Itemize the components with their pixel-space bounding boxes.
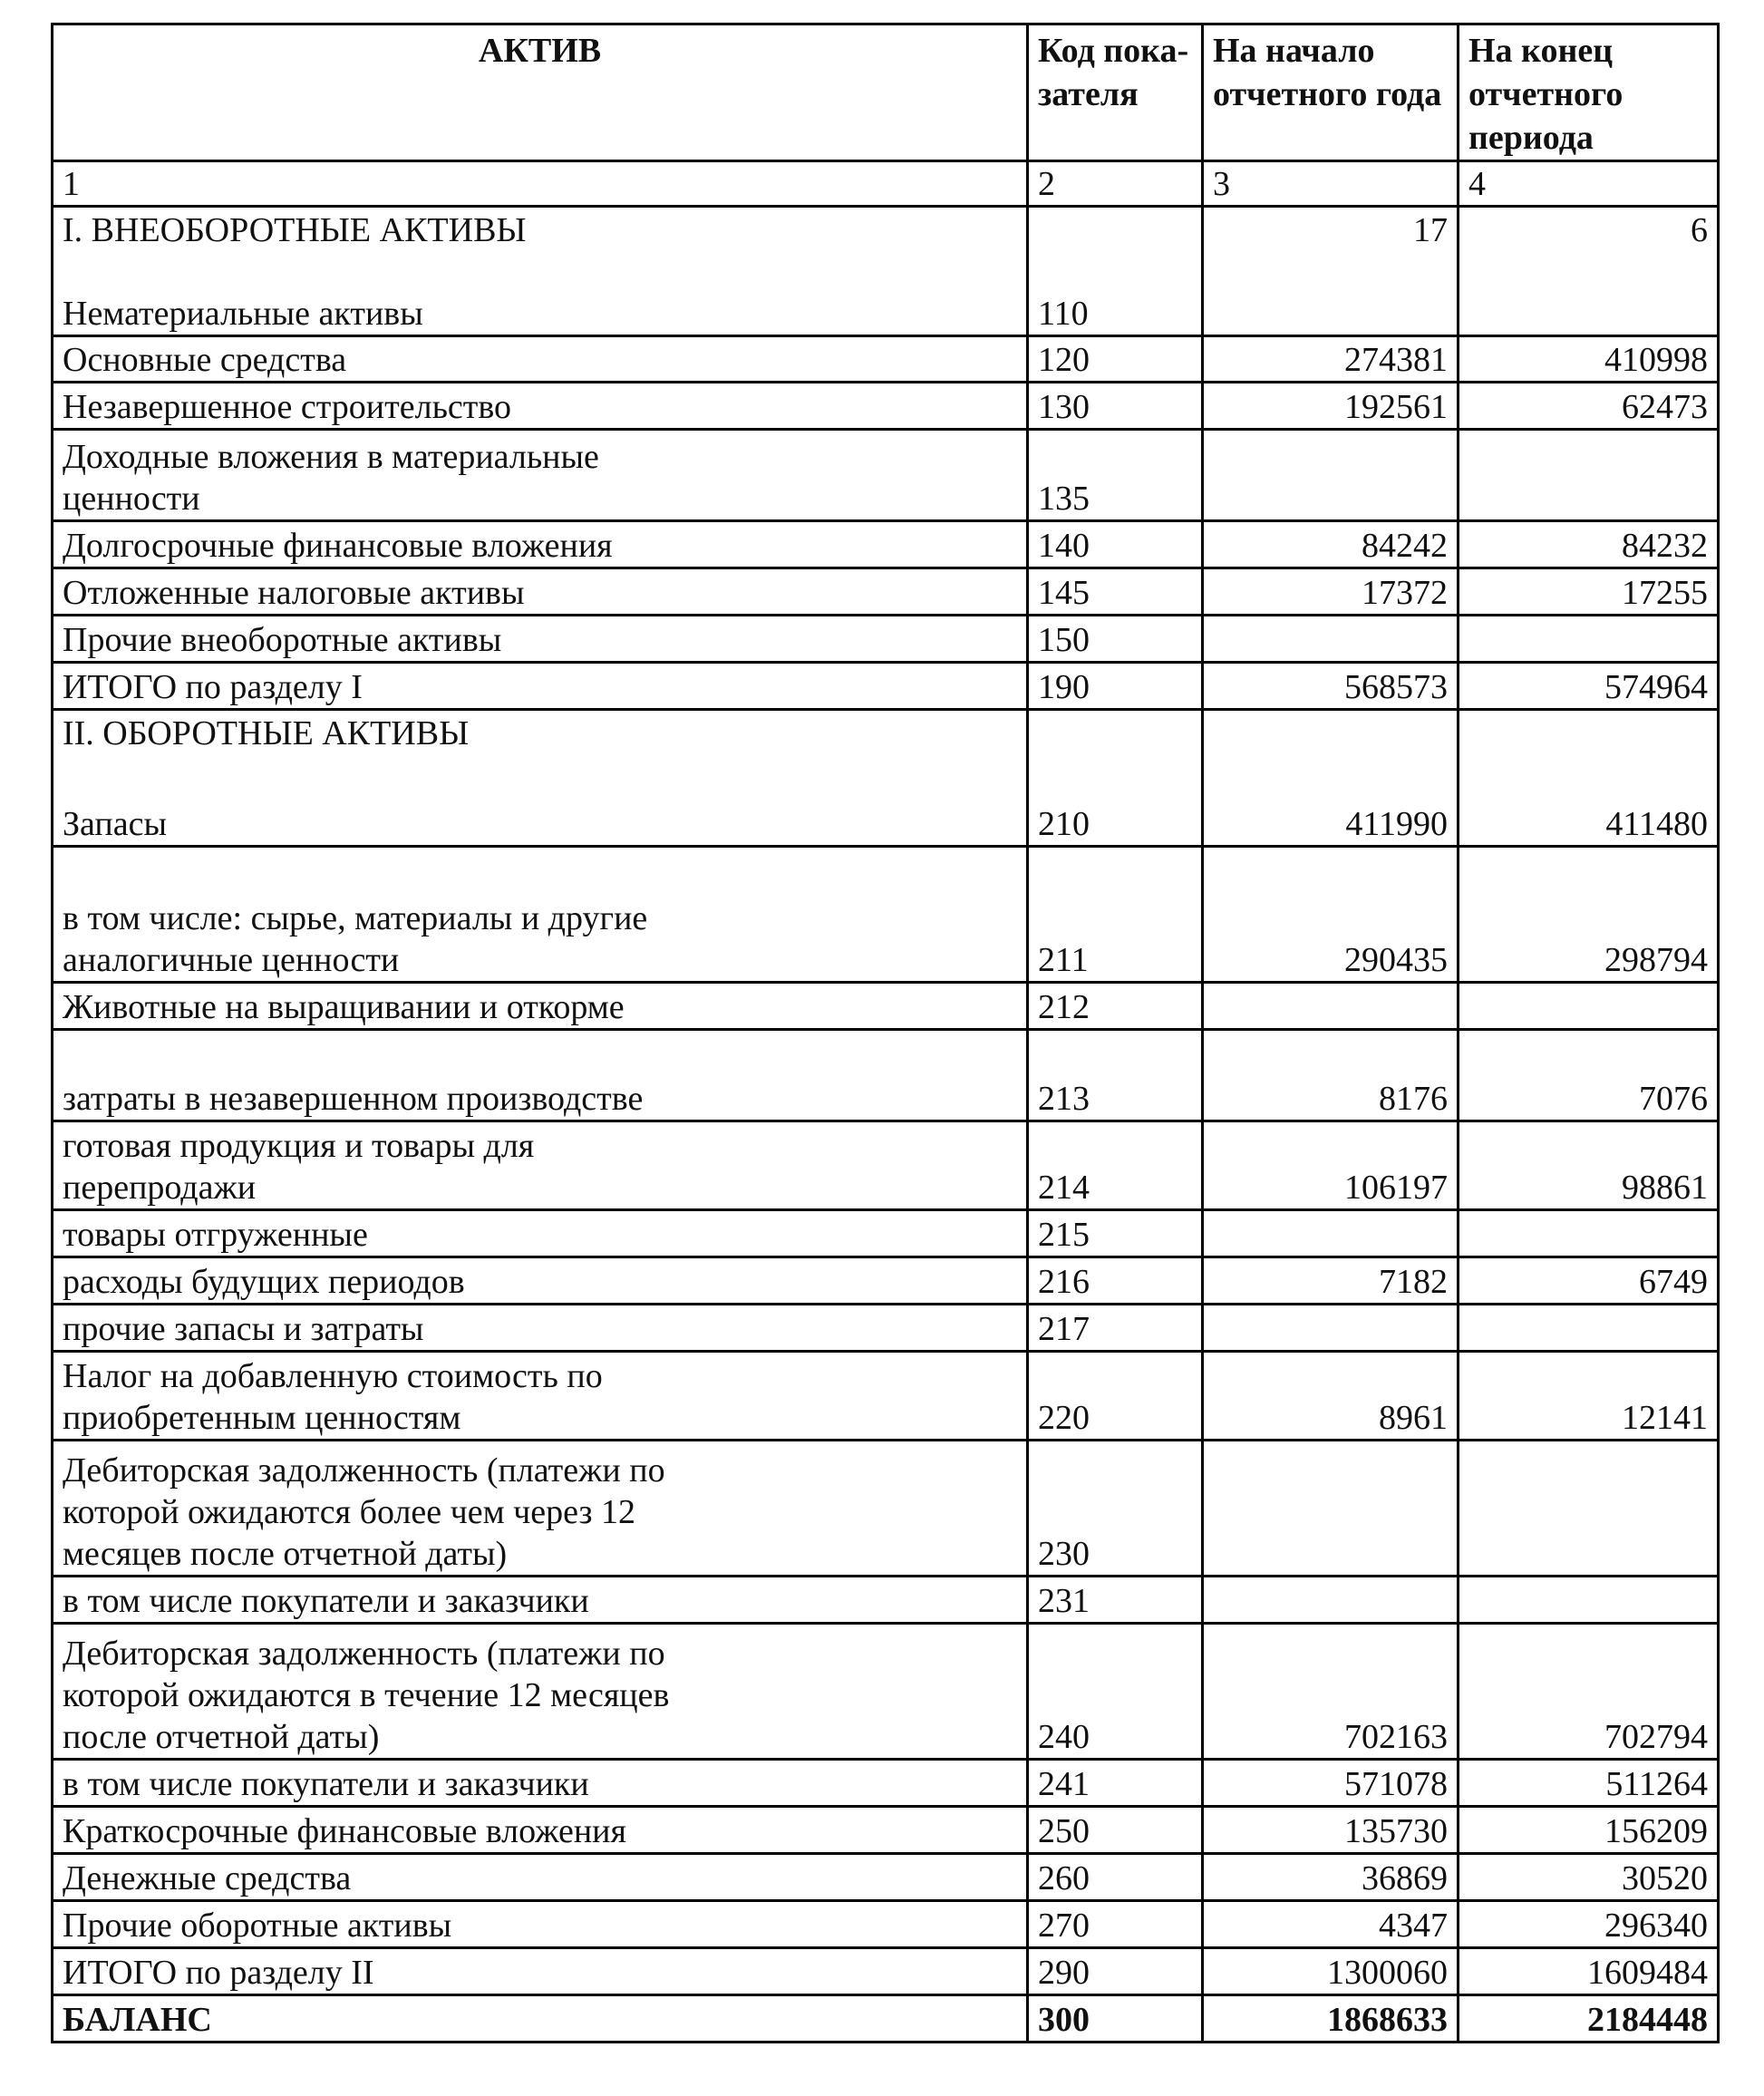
row-code: 150 — [1028, 616, 1203, 663]
row-label: в том числе покупатели и заказчики — [53, 1577, 1028, 1624]
section1-title: I. ВНЕОБОРОТНЫЕ АКТИВЫ — [63, 211, 527, 249]
row-label: в том числе: сырье, материалы и другие аналогичные ценности — [53, 847, 1028, 983]
row-end-value — [1459, 1577, 1719, 1624]
row-start-value: 17 — [1203, 207, 1459, 336]
section1-first-row — [53, 207, 1719, 336]
table-row — [53, 1995, 1719, 2043]
row-code: 211 — [1028, 847, 1203, 983]
row-end-value: 511264 — [1459, 1760, 1719, 1807]
header-row — [53, 24, 1719, 161]
table-row — [53, 1121, 1719, 1210]
row-code: 215 — [1028, 1210, 1203, 1257]
row-start-value: 568573 — [1203, 663, 1459, 710]
row-label: Дебиторская задолженность (платежи по которой ожидаются более чем через 12 месяцев после отчетной даты) — [53, 1441, 1028, 1577]
row-label: Прочие оборотные активы — [53, 1901, 1028, 1948]
row-end-value: 296340 — [1459, 1901, 1719, 1948]
row-start-value: 8961 — [1203, 1352, 1459, 1441]
row-start-value: 571078 — [1203, 1760, 1459, 1807]
row-end-value: 410998 — [1459, 336, 1719, 383]
row-label: Доходные вложения в материальные ценности — [53, 430, 1028, 521]
row-code: 120 — [1028, 336, 1203, 383]
row-end-value: 574964 — [1459, 663, 1719, 710]
row-end-value — [1459, 983, 1719, 1030]
row-code: 250 — [1028, 1807, 1203, 1854]
table-row — [53, 1624, 1719, 1760]
section2-cell — [53, 710, 1028, 847]
row-end-value: 7076 — [1459, 1030, 1719, 1121]
header-code: Код пока-зателя — [1028, 24, 1203, 161]
row-code: 290 — [1028, 1948, 1203, 1995]
row-label: товары отгруженные — [53, 1210, 1028, 1257]
index-cell: 1 — [53, 161, 1028, 207]
header-end: На конец отчетного периода — [1459, 24, 1719, 161]
row-code: 217 — [1028, 1305, 1203, 1352]
table-row — [53, 1352, 1719, 1441]
row-start-value: 1868633 — [1203, 1995, 1459, 2043]
row-end-value: 30520 — [1459, 1854, 1719, 1901]
row-code: 135 — [1028, 430, 1203, 521]
row-code: 220 — [1028, 1352, 1203, 1441]
index-cell: 2 — [1028, 161, 1203, 207]
section2-first-row — [53, 710, 1719, 847]
section1-cell — [53, 207, 1028, 336]
row-label: Животные на выращивании и откорме — [53, 983, 1028, 1030]
row-code: 214 — [1028, 1121, 1203, 1210]
row-code: 213 — [1028, 1030, 1203, 1121]
row-start-value: 4347 — [1203, 1901, 1459, 1948]
table-row — [53, 1257, 1719, 1305]
row-code: 212 — [1028, 983, 1203, 1030]
table-row — [53, 1305, 1719, 1352]
row-label: ИТОГО по разделу I — [53, 663, 1028, 710]
row-end-value: 6749 — [1459, 1257, 1719, 1305]
row-code: 230 — [1028, 1441, 1203, 1577]
row-label: Долгосрочные финансовые вложения — [53, 521, 1028, 568]
row-label: готовая продукция и товары для перепродажи — [53, 1121, 1028, 1210]
table-row — [53, 847, 1719, 983]
row-end-value: 298794 — [1459, 847, 1719, 983]
table-row — [53, 983, 1719, 1030]
row-label: Денежные средства — [53, 1854, 1028, 1901]
row-start-value: 8176 — [1203, 1030, 1459, 1121]
row-label: затраты в незавершенном производстве — [53, 1030, 1028, 1121]
table-row — [53, 1030, 1719, 1121]
row-start-value — [1203, 616, 1459, 663]
table-row — [53, 568, 1719, 616]
table-row — [53, 1441, 1719, 1577]
row-code: 270 — [1028, 1901, 1203, 1948]
row-label: расходы будущих периодов — [53, 1257, 1028, 1305]
row-code: 130 — [1028, 383, 1203, 430]
row-start-value: 1300060 — [1203, 1948, 1459, 1995]
table-row — [53, 1948, 1719, 1995]
row-start-value — [1203, 1305, 1459, 1352]
row-end-value — [1459, 616, 1719, 663]
row-end-value — [1459, 1441, 1719, 1577]
row-end-value — [1459, 1305, 1719, 1352]
table-row — [53, 521, 1719, 568]
row-end-value: 17255 — [1459, 568, 1719, 616]
index-cell: 4 — [1459, 161, 1719, 207]
row-start-value: 274381 — [1203, 336, 1459, 383]
row-code: 110 — [1028, 207, 1203, 336]
row-code: 190 — [1028, 663, 1203, 710]
row-start-value — [1203, 430, 1459, 521]
row-label: Налог на добавленную стоимость по приобретенным ценностям — [53, 1352, 1028, 1441]
table-row — [53, 430, 1719, 521]
table-row — [53, 383, 1719, 430]
row-label: прочие запасы и затраты — [53, 1305, 1028, 1352]
header-start: На начало отчетного года — [1203, 24, 1459, 161]
row-label: БАЛАНС — [53, 1995, 1028, 2043]
row-end-value — [1459, 430, 1719, 521]
column-index-row — [53, 161, 1719, 207]
row-end-value: 62473 — [1459, 383, 1719, 430]
row-code: 240 — [1028, 1624, 1203, 1760]
table-row — [53, 1807, 1719, 1854]
row-end-value: 6 — [1459, 207, 1719, 336]
row-start-value: 290435 — [1203, 847, 1459, 983]
table-row — [53, 1577, 1719, 1624]
row-code: 241 — [1028, 1760, 1203, 1807]
row-label: Незавершенное строительство — [53, 383, 1028, 430]
row-end-value — [1459, 1210, 1719, 1257]
row-label: Дебиторская задолженность (платежи по которой ожидаются в течение 12 месяцев после отчетной даты) — [53, 1624, 1028, 1760]
index-cell: 3 — [1203, 161, 1459, 207]
row-start-value: 36869 — [1203, 1854, 1459, 1901]
row-end-value: 2184448 — [1459, 1995, 1719, 2043]
row-code: 231 — [1028, 1577, 1203, 1624]
row-code: 300 — [1028, 1995, 1203, 2043]
row-end-value: 98861 — [1459, 1121, 1719, 1210]
row-label: Прочие внеоборотные активы — [53, 616, 1028, 663]
row-label: в том числе покупатели и заказчики — [53, 1760, 1028, 1807]
row-start-value — [1203, 1210, 1459, 1257]
row-start-value: 7182 — [1203, 1257, 1459, 1305]
row-start-value — [1203, 1441, 1459, 1577]
row-start-value — [1203, 1577, 1459, 1624]
table-row — [53, 1901, 1719, 1948]
row-label: Нематериальные активы — [63, 295, 423, 333]
row-label: Краткосрочные финансовые вложения — [53, 1807, 1028, 1854]
row-end-value: 84232 — [1459, 521, 1719, 568]
row-code: 210 — [1028, 710, 1203, 847]
row-label: ИТОГО по разделу II — [53, 1948, 1028, 1995]
row-start-value: 106197 — [1203, 1121, 1459, 1210]
row-label: Запасы — [63, 805, 168, 843]
row-label: Отложенные налоговые активы — [53, 568, 1028, 616]
header-asset: АКТИВ — [53, 24, 1028, 161]
table-row — [53, 663, 1719, 710]
row-end-value: 156209 — [1459, 1807, 1719, 1854]
balance-sheet-document — [51, 23, 1717, 2043]
row-end-value: 12141 — [1459, 1352, 1719, 1441]
row-end-value: 702794 — [1459, 1624, 1719, 1760]
row-code: 140 — [1028, 521, 1203, 568]
row-start-value: 702163 — [1203, 1624, 1459, 1760]
table-row — [53, 616, 1719, 663]
table-row — [53, 1760, 1719, 1807]
row-start-value: 411990 — [1203, 710, 1459, 847]
row-start-value: 135730 — [1203, 1807, 1459, 1854]
row-label: Основные средства — [53, 336, 1028, 383]
row-code: 145 — [1028, 568, 1203, 616]
balance-sheet-table — [51, 23, 1720, 2043]
row-start-value: 84242 — [1203, 521, 1459, 568]
row-start-value: 192561 — [1203, 383, 1459, 430]
table-row — [53, 1210, 1719, 1257]
row-code: 260 — [1028, 1854, 1203, 1901]
row-end-value: 411480 — [1459, 710, 1719, 847]
table-row — [53, 1854, 1719, 1901]
table-row — [53, 336, 1719, 383]
row-start-value — [1203, 983, 1459, 1030]
row-start-value: 17372 — [1203, 568, 1459, 616]
row-code: 216 — [1028, 1257, 1203, 1305]
row-end-value: 1609484 — [1459, 1948, 1719, 1995]
section2-title: II. ОБОРОТНЫЕ АКТИВЫ — [63, 714, 470, 752]
